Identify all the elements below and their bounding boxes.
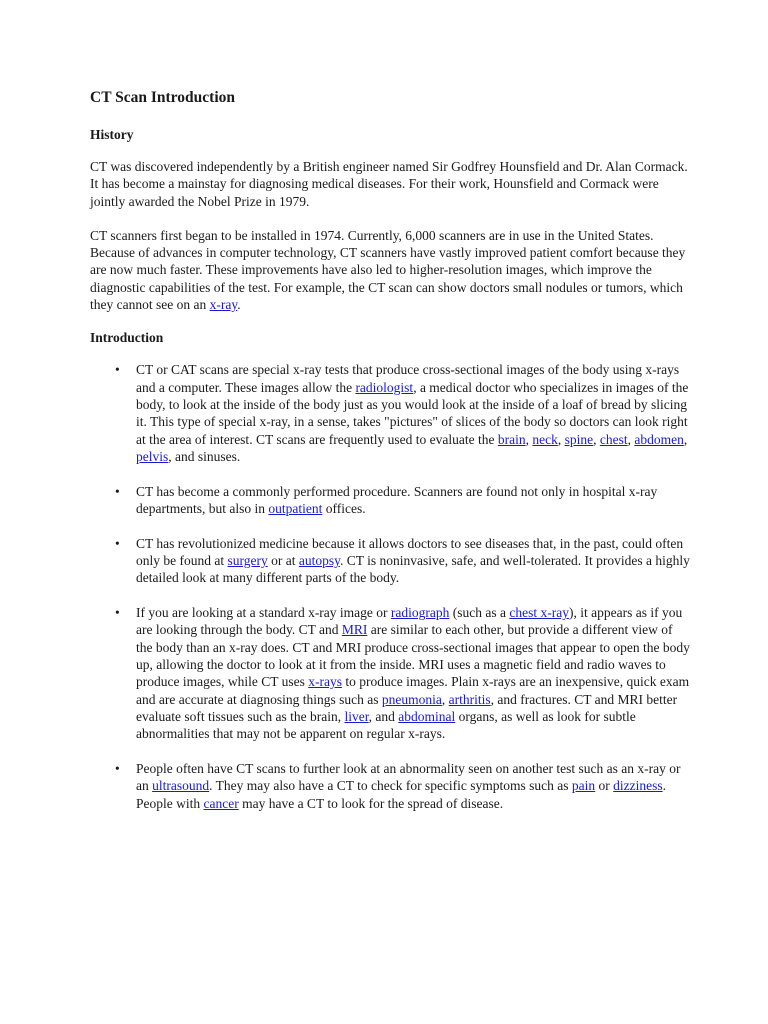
link-abdominal[interactable]: abdominal	[398, 708, 456, 724]
link-pelvis[interactable]: pelvis	[136, 448, 169, 464]
link-arthritis[interactable]: arthritis	[448, 691, 491, 707]
text: If you are looking at a standard x-ray image or	[136, 605, 391, 621]
bullet-icon: •	[115, 605, 120, 621]
link-pneumonia[interactable]: pneumonia	[381, 691, 442, 707]
link-radiologist[interactable]: radiologist	[355, 379, 414, 395]
text: , and fractures. CT and MRI better evaluate soft tissues such as the brain,	[136, 691, 678, 724]
list-item	[90, 760, 692, 812]
introduction-heading: Introduction	[90, 330, 164, 346]
link-chest[interactable]: chest	[599, 431, 628, 447]
text: may have a CT to look for the spread of disease.	[238, 795, 504, 811]
page-title: CT Scan Introduction	[90, 89, 235, 106]
link-chest-x-ray[interactable]: chest x-ray	[509, 605, 569, 621]
text: CT has become a commonly performed procedure. Scanners are found not only in hospital x-ray departments, but also in	[136, 483, 658, 516]
history-heading: History	[90, 127, 134, 142]
text: People often have CT scans to further look at an abnormality seen on another test such as an x-ray or an	[136, 761, 681, 794]
text: offices.	[322, 500, 366, 516]
history-p2-text: CT scanners first began to be installed in 1974. Currently, 6,000 scanners are in use in the United States. Because of advances in computer technology, CT scanners have vastly improved patient comfort because they are now much faster. These improvements have also led to higher-resolution images, which improve the diagnostic capabilities of the test. For example, the CT scan can show doctors small nodules or tumors, which they cannot see on an	[90, 227, 686, 313]
separator: ,	[557, 431, 565, 447]
bullet-icon: •	[115, 761, 120, 777]
link-x-ray[interactable]: x-ray	[209, 297, 238, 313]
text: , a medical doctor who specializes in images of the body, to look at the inside of the body just as you would look at the inside of a loaf of bread by slicing it. This type of special x-ray, in a sense, takes "pictures" of slices of the body so doctors can look right at the area of interest. CT scans are frequently used to evaluate the	[136, 379, 689, 447]
history-p1-text: CT was discovered independently by a British engineer named Sir Godfrey Hounsfield and Dr. Alan Cormack. It has become a mainstay for diagnosing medical diseases. For their work, Hounsfield and Cormack were jointly awarded the Nobel Prize in 1979.	[90, 159, 688, 209]
history-p2-end: .	[237, 297, 241, 313]
list-item	[90, 483, 692, 518]
text: to produce images. Plain x-rays are an inexpensive, quick exam and are accurate at diagnosing things such as	[136, 674, 690, 707]
history-paragraph-1	[90, 158, 690, 210]
link-dizziness[interactable]: dizziness	[613, 778, 663, 794]
bullet-icon: •	[115, 362, 120, 378]
link-liver[interactable]: liver	[344, 708, 369, 724]
link-abdomen[interactable]: abdomen	[634, 431, 684, 447]
link-surgery[interactable]: surgery	[227, 553, 268, 569]
separator: ,	[683, 431, 688, 447]
text: CT or CAT scans are special x-ray tests that produce cross-sectional images of the body using x-rays and a computer. These images allow the	[136, 362, 680, 395]
separator: ,	[627, 431, 635, 447]
link-ultrasound[interactable]: ultrasound	[152, 778, 210, 794]
text: , and sinuses.	[168, 448, 241, 464]
link-spine[interactable]: spine	[564, 431, 594, 447]
separator: ,	[593, 431, 600, 447]
text: . They may also have a CT to check for specific symptoms such as	[209, 778, 572, 794]
link-cancer[interactable]: cancer	[203, 795, 239, 811]
link-x-rays[interactable]: x-rays	[308, 674, 342, 690]
history-paragraph-2	[90, 227, 690, 313]
text: (such as a	[449, 605, 510, 621]
text: are similar to each other, but provide a different view of the body than an x-ray does. CT and MRI produce cross-sectional images that appear to open the body up, allowing the doctor to look at it from the inside. MRI uses a magnetic field and radio waves to produce images, while CT uses	[136, 622, 690, 690]
text: , and	[368, 708, 399, 724]
text: . People with	[136, 778, 667, 811]
text: organs, as well as look for subtle abnormalities that may not be apparent on regular x-rays.	[136, 708, 636, 742]
bullet-icon: •	[115, 535, 120, 551]
list-item	[90, 604, 692, 742]
separator: ,	[525, 431, 533, 447]
link-brain[interactable]: brain	[497, 431, 526, 447]
link-radiograph[interactable]: radiograph	[390, 605, 450, 621]
link-pain[interactable]: pain	[571, 778, 596, 794]
text: CT has revolutionized medicine because it allows doctors to see diseases that, in the past, could often only be found at	[136, 535, 684, 569]
text: ,	[441, 691, 449, 707]
text: or	[595, 778, 614, 794]
link-outpatient[interactable]: outpatient	[268, 500, 323, 516]
text: ), it appears as if you are looking through the body. CT and	[136, 605, 683, 638]
introduction-list	[90, 361, 708, 812]
text: . CT is noninvasive, safe, and well-tolerated. It provides a highly detailed look at many different parts of the body.	[136, 553, 690, 586]
link-autopsy[interactable]: autopsy	[298, 553, 340, 569]
bullet-icon: •	[115, 483, 120, 499]
text: or at	[267, 553, 299, 569]
list-item	[90, 361, 692, 465]
link-neck[interactable]: neck	[532, 431, 558, 447]
link-mri[interactable]: MRI	[341, 622, 368, 638]
list-item	[90, 535, 692, 587]
